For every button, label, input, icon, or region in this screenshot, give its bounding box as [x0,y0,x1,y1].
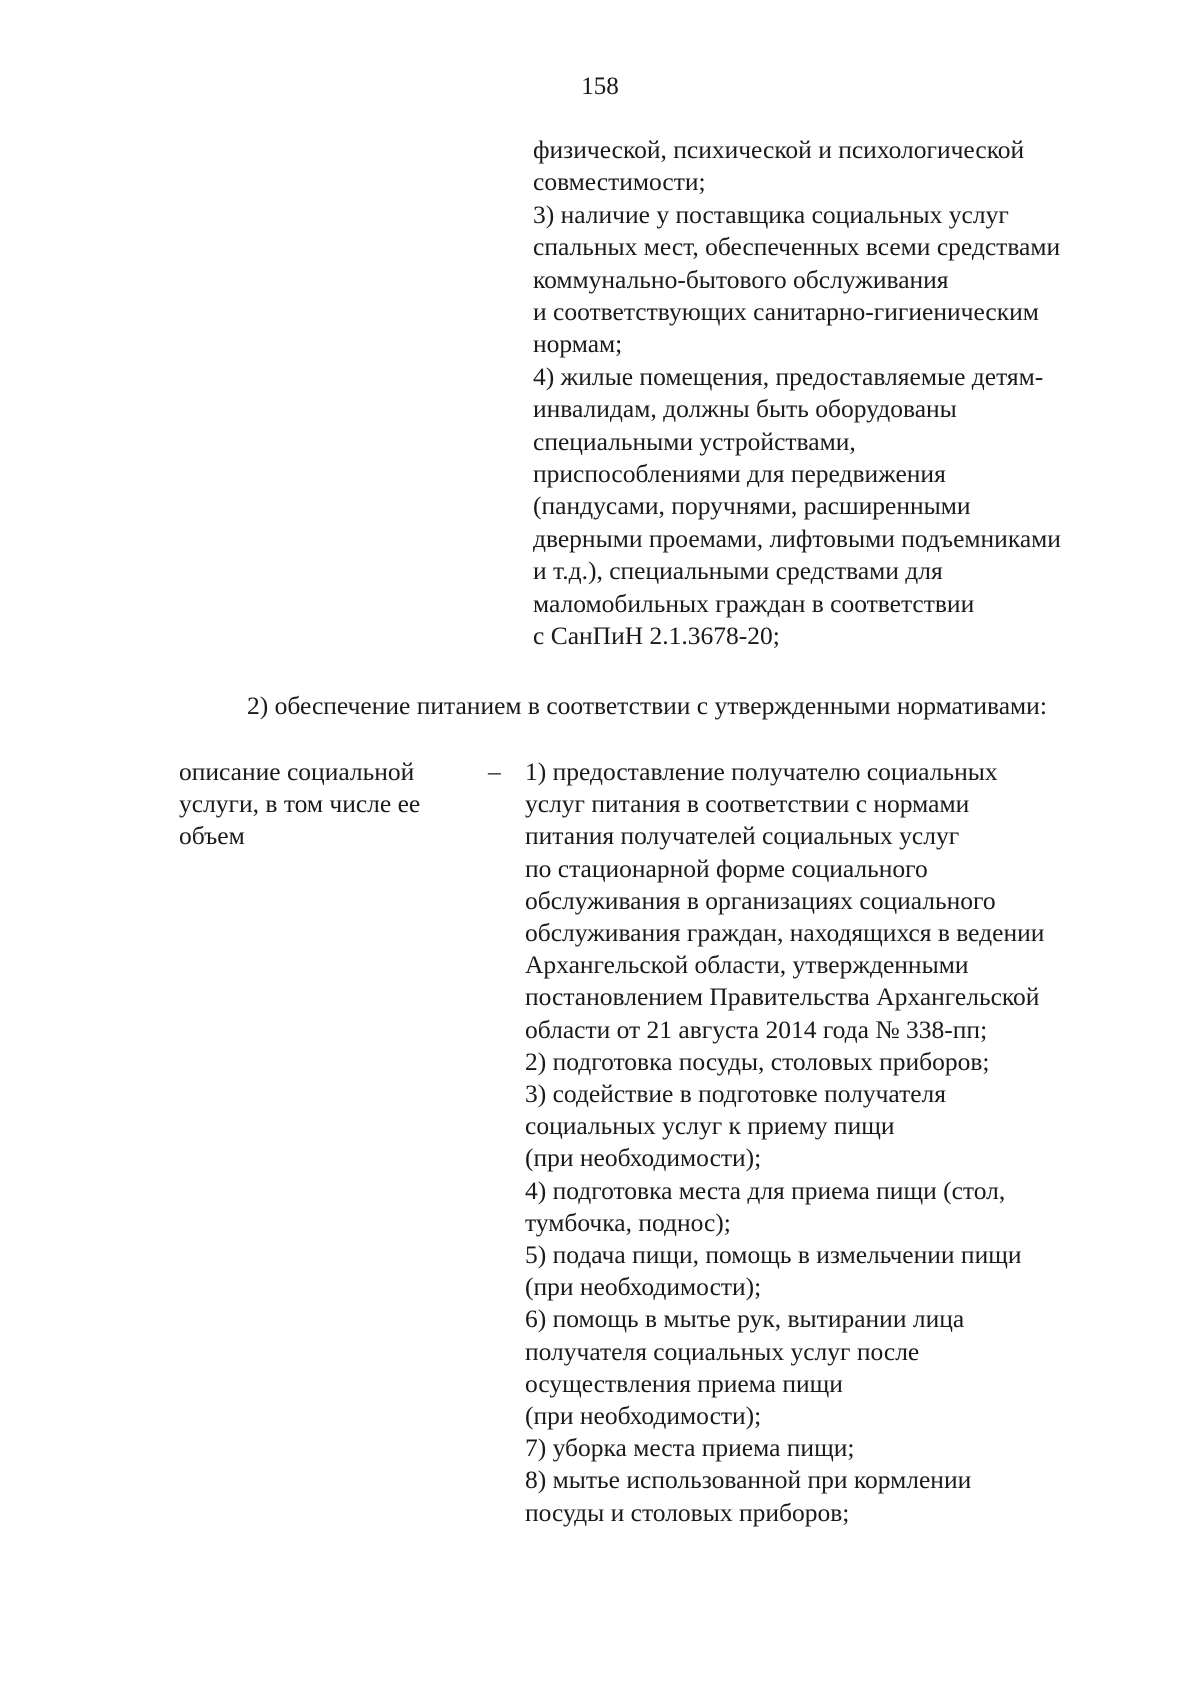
description-line: услуг питания в соответствии с нормами [525,789,970,819]
text-line: совместимости; [533,167,706,197]
text-line: приспособлениями для передвижения [533,459,946,489]
description-line: Архангельской области, утвержденными [525,950,969,980]
description-line: 7) уборка места приема пищи; [525,1433,855,1463]
text-line: 4) жилые помещения, предоставляемые детям- [533,361,1044,391]
continued-description [533,134,1193,653]
description-line: 6) помощь в мытье рук, вытирании лица [525,1304,965,1334]
description-line: области от 21 августа 2014 года № 338-пп; [525,1014,988,1044]
description-line: обслуживания в организациях социального [525,885,996,915]
text-line: маломобильных граждан в соответствии [533,588,975,618]
description-line: (при необходимости); [525,1272,762,1302]
description-line: 4) подготовка места для приема пищи (стол, [525,1175,1006,1205]
row-dash: – [488,757,501,786]
text-line: и т.д.), специальными средствами для [533,556,943,586]
description-line: осуществления приема пищи [525,1368,843,1398]
text-line: с СанПиН 2.1.3678-20; [533,621,780,651]
label-line: услуги, в том числе ее [179,789,421,819]
description-line: тумбочка, поднос); [525,1207,731,1237]
text-line: инвалидам, должны быть оборудованы [533,394,957,424]
description-line: посуды и столовых приборов; [525,1497,850,1527]
text-line: (пандусами, поручнями, расширенными [533,491,971,521]
section-heading: 2) обеспечение питанием в соответствии с утвержденными нормативами: [247,691,1047,720]
description-line: 1) предоставление получателю социальных [525,757,998,786]
text-line: спальных мест, обеспеченных всеми средствами [533,232,1061,262]
page-number: 158 [581,73,619,100]
description-line: 2) подготовка посуды, столовых приборов; [525,1046,990,1076]
label-line: объем [179,821,245,851]
description-line: по стационарной форме социального [525,853,928,883]
text-line: нормам; [533,329,623,359]
text-line: дверными проемами, лифтовыми подъемниками [533,523,1061,553]
text-line: и соответствующих санитарно-гигиеническим [533,297,1039,327]
description-line: (при необходимости); [525,1401,762,1431]
description-line: 8) мытье использованной при кормлении [525,1465,972,1495]
row-label [179,756,479,853]
description-line: получателя социальных услуг после [525,1336,920,1366]
description-line: (при необходимости); [525,1143,762,1173]
description-line: социальных услуг к приему пищи [525,1111,895,1141]
text-line: коммунально-бытового обслуживания [533,264,949,294]
row-description [525,756,1195,1529]
label-line: описание социальной [179,757,415,786]
description-line: постановлением Правительства Архангельской [525,982,1040,1012]
text-line: физической, психической и психологической [533,135,1025,164]
description-line: 5) подача пищи, помощь в измельчении пищи [525,1240,1022,1270]
description-line: питания получателей социальных услуг [525,821,960,851]
text-line: специальными устройствами, [533,426,856,456]
description-line: 3) содействие в подготовке получателя [525,1079,946,1109]
text-line: 3) наличие у поставщика социальных услуг [533,199,1009,229]
description-line: обслуживания граждан, находящихся в ведении [525,918,1045,948]
